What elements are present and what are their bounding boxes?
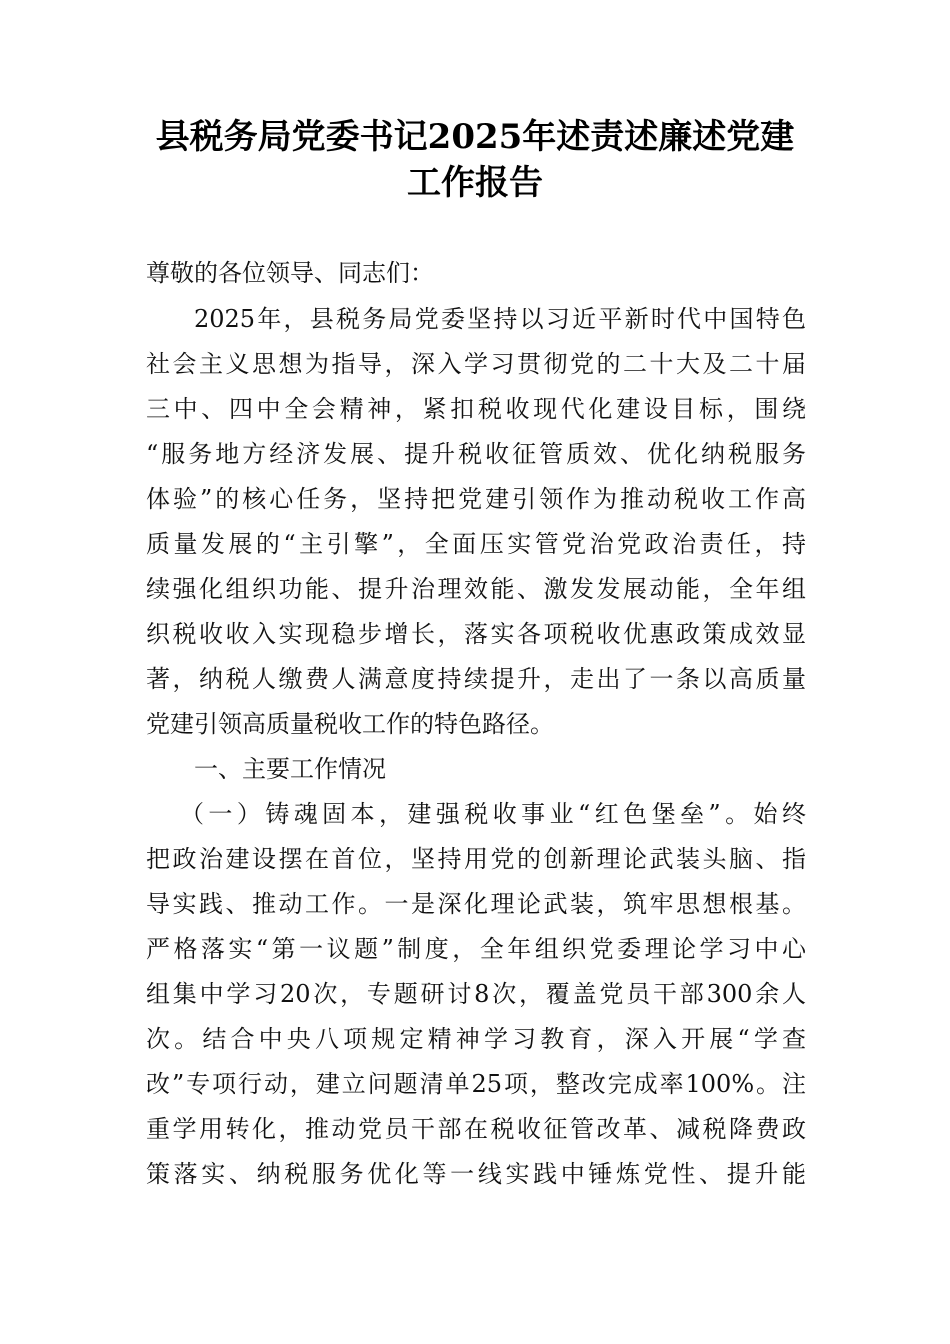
section-line: 策落实、纳税服务优化等一线实践中锤炼党性、提升能 (146, 1160, 806, 1188)
section-heading: 一、主要工作情况 (194, 755, 386, 783)
intro-line: 党建引领高质量税收工作的特色路径。 (146, 710, 554, 738)
intro-line: 2025年，县税务局党委坚持以习近平新时代中国特色 (194, 305, 806, 333)
intro-line: 三中、四中全会精神，紧扣税收现代化建设目标，围绕 (146, 395, 806, 423)
section-line: 严格落实“第一议题”制度，全年组织党委理论学习中心 (146, 935, 806, 963)
intro-line: 著，纳税人缴费人满意度持续提升，走出了一条以高质量 (146, 665, 806, 693)
section-line: 改”专项行动，建立问题清单25项，整改完成率100%。注 (146, 1070, 806, 1098)
document-title-line-2: 工作报告 (407, 163, 543, 203)
document-title-line-1: 县税务局党委书记2025年述责述廉述党建 (155, 117, 795, 157)
section-line: （一）铸魂固本，建强税收事业“红色堡垒”。始终 (180, 800, 806, 828)
intro-line: 社会主义思想为指导，深入学习贯彻党的二十大及二十届 (146, 350, 806, 378)
intro-line: “服务地方经济发展、提升税收征管质效、优化纳税服务 (146, 440, 806, 468)
intro-line: 织税收收入实现稳步增长，落实各项税收优惠政策成效显 (146, 620, 806, 648)
intro-line: 质量发展的“主引擎”，全面压实管党治党政治责任，持 (146, 530, 806, 558)
intro-line: 续强化组织功能、提升治理效能、激发发展动能，全年组 (146, 575, 806, 603)
section-line: 把政治建设摆在首位，坚持用党的创新理论武装头脑、指 (146, 845, 806, 873)
intro-line: 体验”的核心任务，坚持把党建引领作为推动税收工作高 (146, 485, 806, 513)
section-line: 组集中学习20次，专题研讨8次，覆盖党员干部300余人 (146, 980, 806, 1008)
section-line: 次。结合中央八项规定精神学习教育，深入开展“学查 (146, 1025, 806, 1053)
salutation: 尊敬的各位领导、同志们： (146, 259, 434, 287)
section-line: 导实践、推动工作。一是深化理论武装，筑牢思想根基。 (146, 890, 806, 918)
section-line: 重学用转化，推动党员干部在税收征管改革、减税降费政 (146, 1115, 806, 1143)
